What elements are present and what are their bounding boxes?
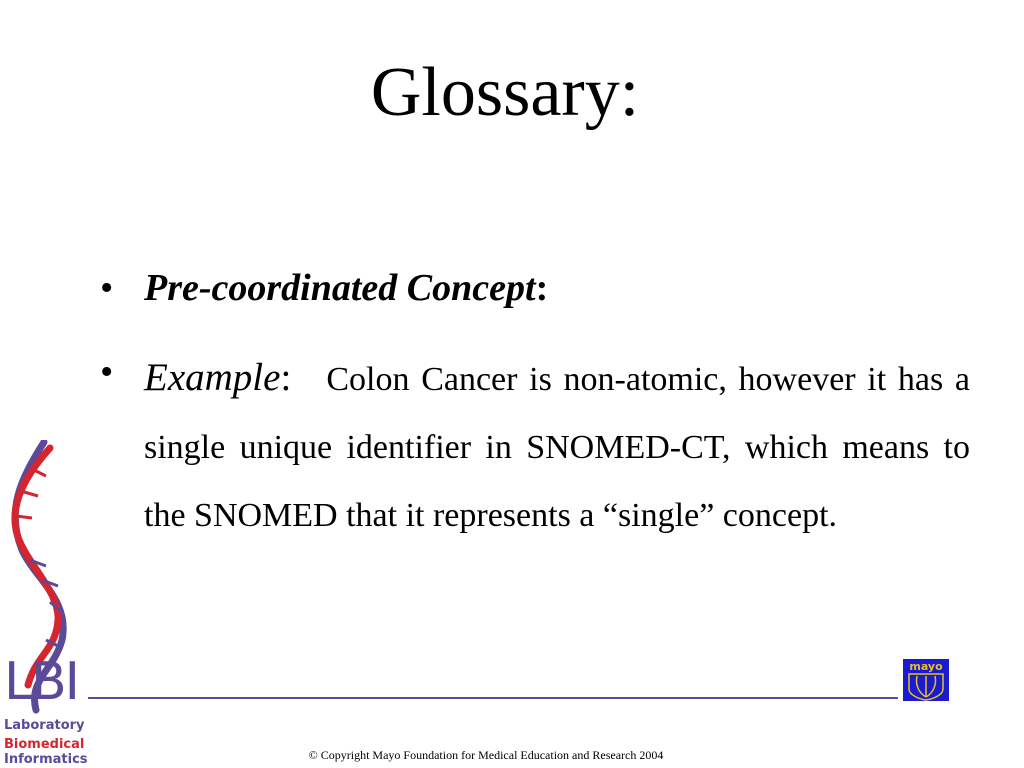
bullet-marker: •	[100, 267, 114, 309]
glossary-term: Pre-coordinated Concept	[144, 267, 536, 309]
example-colon: :	[280, 356, 292, 399]
lbi-logo-line1: Laboratory	[4, 718, 85, 733]
bullet-item-term	[100, 262, 970, 314]
term-colon: :	[535, 267, 549, 309]
bullet-list	[100, 262, 970, 550]
lbi-logo-abbrev: LBI	[4, 652, 78, 712]
bullet-marker: •	[100, 351, 114, 393]
bullet-item-example	[100, 344, 970, 550]
example-label: Example	[144, 356, 281, 399]
lbi-logo-line2: Biomedical	[4, 737, 85, 752]
mayo-logo-text: mayo	[909, 660, 943, 673]
lbi-logo-line3: Informatics	[4, 752, 88, 767]
slide-title: Glossary:	[370, 54, 640, 131]
example-text: Colon Cancer is non-atomic, however it has a single unique identifier in SNOMED-CT, which means to the SNOMED that it represents a “single” concept.	[144, 361, 971, 534]
footer-rule	[88, 697, 898, 699]
mayo-logo-icon	[903, 659, 949, 701]
copyright-footer: © Copyright Mayo Foundation for Medical Education and Research 2004	[308, 748, 664, 762]
